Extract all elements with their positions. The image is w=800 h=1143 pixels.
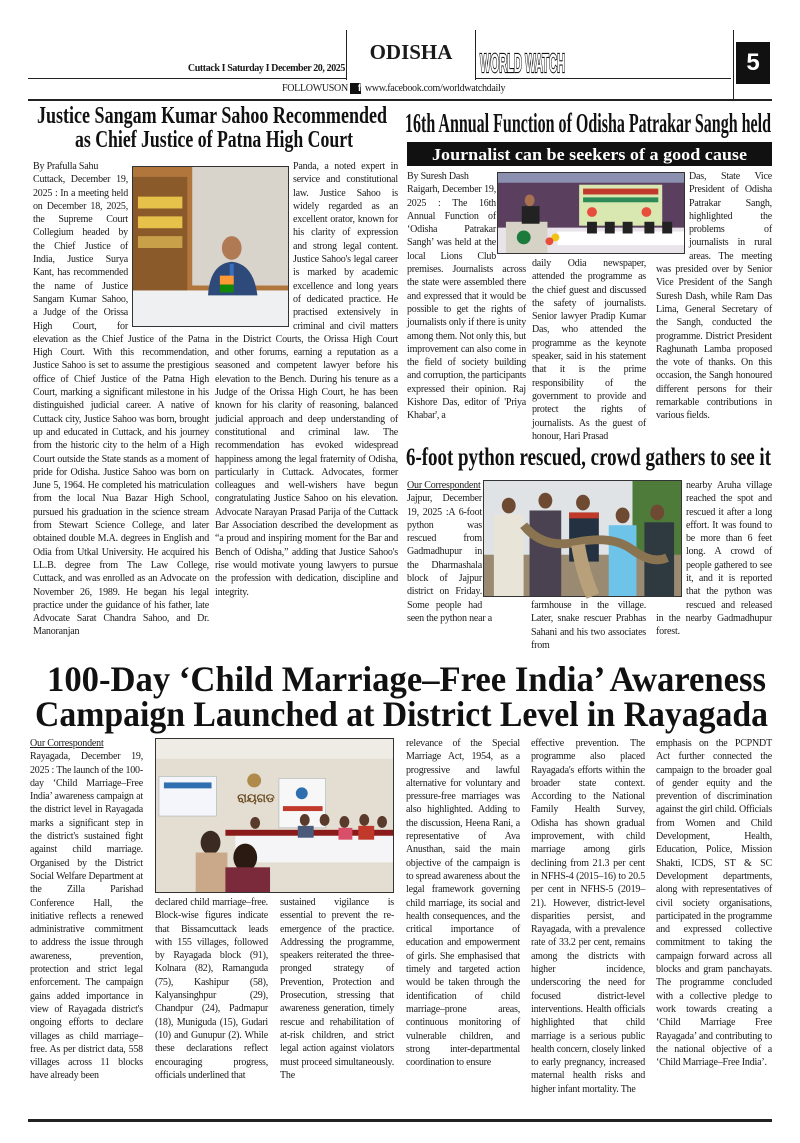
child-marriage-column-5 bbox=[531, 737, 645, 1096]
patrakar-subhead-svg bbox=[407, 142, 772, 166]
masthead-divider-left bbox=[346, 30, 347, 80]
follow-label: FOLLOWUSON bbox=[282, 83, 348, 94]
patrakar-subhead: Journalist can be seekers of a good cause bbox=[432, 145, 748, 164]
child-marriage-headline-line1: 100-Day ‘Child Marriage–Free India’ Awareness bbox=[47, 659, 766, 699]
patrakar-headline-text: 16th Annual Function of Odisha Patrakar Sangh held bbox=[405, 108, 771, 138]
justice-body-1: Cuttack, December 19, 2025 : In a meeting held on December 18, 2025, the Supreme Court Collegium headed by the Chief Justice of India, Justice Surya Kant, has recommended the name of Justice Sangam Kumar Sahoo, a Judge of the Orissa High Court, for elevation as the Chief Justice of the Patna High Court. With this recommendation, Justice Sahoo is set to assume the prestigious office of Chief Justice of the Patna High Court, marking a significant milestone in his distinguished judicial career. A native of Cuttack city, Justice Sahoo was born, brought up and educated in Cuttack, and his journey from the historic city to the helm of a High Court outside the State stands as a moment of pride for Odisha. Justice Sahoo was born on June 5, 1964. He completed his matriculation from the local Nua Bazar High School, pursued his graduation in the science stream from Stewart Science College, and later obtained double M.A. degrees in English and Odia from Utkal University. He acquired his LL.B. degree from The Law College, Cuttack, and was enrolled as an Advocate on November 26, 1989. He began his legal practice under the guidance of his father, late Advocate Sarat Chandra Sahoo, and Dr. Manoranjan bbox=[33, 174, 209, 638]
photo-spacer bbox=[496, 170, 526, 256]
justice-headline-line2: as Chief Justice of Patna High Court bbox=[75, 127, 354, 153]
photo-spacer bbox=[656, 479, 686, 599]
python-body-2: farmhouse in the village. Later, snake rescuer Prabhas Sahani and his two associates from bbox=[531, 600, 646, 651]
patrakar-subhead-bar bbox=[407, 142, 772, 166]
child-marriage-body-1: Rayagada, December 19, 2025 : The launch of the 100-day ‘Child Marriage–Free India’ awareness campaign at the district level in Rayagada marks a significant step in the district's sustained fight against child marriage. Organised by the District Social Welfare Department at the Zilla Parishad Conference Hall, the initiative reflects a renewed administrative commitment to address the issue through awareness, prevention, protection and strict legal enforcement. The campaign gains added importance in view of Rayagada district's ongoing efforts to declare villages as child marriage–free. As per district data, 558 villages across 11 blocks have already been bbox=[30, 751, 143, 1082]
patrakar-body-1: Raigarh, December 19, 2025 : The 16th Annual Function of ‘Odisha Patrakar Sangh’ was held at the local Lions Club premises. Journalists across the state were assembled there and expressed that it would be possible to get the rights of journalists only if there is unity among them. Not only this, but improvement can also come in the field of society building and corruption, the participants expressed their opinion. Raj Kishore Das, editor of 'Priya Khabar', a bbox=[407, 184, 526, 422]
child-marriage-column-2 bbox=[155, 896, 268, 1082]
justice-headline bbox=[30, 102, 395, 152]
child-marriage-column-3 bbox=[280, 896, 394, 1082]
python-body-1: Jajpur, December 19, 2025 :A 6-foot python was rescued from Gadmadhupur in the Dharmashala block of Jajpur district on Friday. Some people had seen the python near a bbox=[407, 493, 493, 624]
dateline-underline bbox=[28, 78, 346, 79]
python-column-3 bbox=[656, 479, 772, 639]
page-number: 5 bbox=[746, 49, 760, 76]
world-watch-logo bbox=[478, 44, 568, 78]
facebook-url-link[interactable]: www.facebook.com/worldwatchdaily bbox=[364, 83, 506, 94]
svg-text:ରାୟଗଡ: ରାୟଗଡ bbox=[237, 791, 275, 806]
python-body-3: nearby Aruha village reached the spot and rescued it after a long effort. It was found to be more than 6 feet long. A crowd of people gathered to see it, and it is reported that the python was rescued and released in the nearby Gadmadhupur forest. bbox=[656, 480, 772, 638]
child-marriage-body-4: relevance of the Special Marriage Act, 1954, as a progressive and lawful alternative for voluntary and pressure-free marriages was also highlighted. Adding to the discussion, Heena Rani, a representative of Ava Anusthan, said the main objective of the campaign is to spread awareness about the legal framework governing child marriage, its social and health consequences, and the critical importance of education and empowerment of girls. She emphasised that timely and targeted action would be taken through the identification of child marriage–prone areas, continuous monitoring of vulnerable children, and strong inter-departmental coordination to ensure bbox=[406, 738, 520, 1069]
photo-spacer bbox=[482, 479, 522, 599]
child-marriage-body-3: sustained vigilance is essential to prevent the re-emergence of the practice. Addressing the programme, speakers reiterated the three-pronged strategy of Prevention, Protection and Prosecution, stressing that awareness generation, timely rescue and rehabilitation of at-risk children, and strict legal action against violators must proceed simultaneously. The bbox=[280, 897, 394, 1081]
child-marriage-column-1 bbox=[30, 737, 143, 1083]
photo-spacer bbox=[128, 160, 209, 328]
child-marriage-byline: Our Correspondent bbox=[30, 738, 104, 749]
section-title: ODISHA bbox=[369, 40, 453, 64]
child-marriage-body-2: declared child marriage–free. Block-wise figures indicate that Bissamcuttack leads with 155 villages, followed by Rayagada block (91), Kolnara (82), Ramanguda (75), Kashipur (58), Kalyansinghpur (29), Chandpur (24), Padmapur (18), Muniguda (15), Gudari (10) and Gunupur (2). While these declarations reflect encouraging progress, officials underlined that bbox=[155, 897, 268, 1081]
python-byline: Our Correspondent bbox=[407, 480, 481, 491]
child-marriage-column-6 bbox=[656, 737, 772, 1069]
justice-byline: By Prafulla Sahu bbox=[33, 161, 99, 172]
justice-column-2 bbox=[215, 160, 398, 599]
patrakar-column-1 bbox=[407, 170, 526, 423]
dateline: Cuttack I Saturday I December 20, 2025 bbox=[187, 63, 345, 74]
photo-spacer bbox=[656, 170, 689, 256]
python-column-1 bbox=[407, 479, 522, 625]
patrakar-body-2: daily Odia newspaper, attended the programme as the chief guest and discussed the safety of journalists. Senior lawyer Pradip Kumar Das, who attended the programme as the keynote speaker, said in his statement that it is the prime responsibility of the government to provide and protect the rights of journalists. As the guest of honour, Hari Prasad bbox=[532, 258, 646, 442]
child-marriage-body-6: emphasis on the PCPNDT Act further connected the campaign to the broader goal of gender equity and the prevention of discrimination against the girl child. Officials from Women and Child Development, Health, Education, Police, Mission Shakti, ICDS, ST & SC Development departments, along with representatives of civil society organisations, participated in the programme and expressed collective commitment to taking the campaign forward across all blocks and gram panchayats. The programme concluded with a collective pledge to work towards creating a ‘Child Marriage Free Rayagada’ and contributing to the national objective of a ‘Child Marriage–Free India’. bbox=[656, 738, 772, 1069]
patrakar-body-3: Das, State Vice President of Odisha Patrakar Sangh, highlighted the problems of journalists in rural areas. The meeting was presided over by Senior Vice President of the Sangh Suresh Dash, while Ram Das Lima, General Secretary of the Sangh, conducted the programme. District President Raghunath Lamba proposed the vote of thanks. On this occasion, the Sangh honoured different persons for their remarkable contributions in various fields. bbox=[656, 171, 772, 422]
python-column-2 bbox=[531, 599, 646, 652]
child-marriage-headline-line2: Campaign Launched at District Level in Rayagada bbox=[35, 694, 768, 734]
facebook-icon[interactable]: f bbox=[350, 83, 361, 94]
python-headline-text: 6-foot python rescued, crowd gathers to see it bbox=[406, 444, 772, 471]
python-headline bbox=[405, 440, 773, 470]
child-marriage-photo bbox=[155, 738, 394, 893]
child-marriage-column-4 bbox=[406, 737, 520, 1069]
justice-body-2: Panda, a noted expert in service and constitutional law. Justice Sahoo is widely regarded as an excellent orator, known for his clarity of expression and strong legal content. Justice Sahoo's legal career is marked by academic excellence and long years of dedicated practice. He practised extensively in criminal and civil matters in the District Courts, the Orissa High Court and other forums, earning a reputation as a seasoned and competent lawyer before his elevation to the Bench. During his tenure as a Judge of the Orissa High Court, he has been known for his clarity of reasoning, balanced judicial approach and deep understanding of constitutional and criminal law. The recommendation has evoked widespread happiness among the legal fraternity of Odisha, particularly in Cuttack. Advocates, former colleagues and well-wishers have begun congratulating Justice Sahoo on his elevation. Advocate Narayan Prasad Parija of the Cuttack Bar Association described the development as “a proud and inspiring moment for the Bar and Bench of Odisha,” adding that Justice Sahoo's rise would motivate young lawyers to pursue the profession with dedication, discipline and integrity. bbox=[215, 161, 398, 598]
photo-spacer bbox=[215, 160, 293, 330]
logo-text: WORLD WATCH bbox=[480, 48, 565, 78]
child-marriage-headline bbox=[30, 658, 772, 734]
masthead-bottom-rule bbox=[28, 99, 772, 101]
masthead-divider-page bbox=[733, 30, 734, 100]
follow-bar bbox=[282, 82, 505, 95]
justice-headline-line1: Justice Sangam Kumar Sahoo Recommended bbox=[37, 103, 388, 129]
child-marriage-body-5: effective prevention. The programme also placed Rayagada's efforts within the broader state context. According to the National Family Health Survey, Odisha has shown gradual improvement, with child marriage among girls declining from 21.3 per cent in NFHS-4 (2015–16) to 20.5 per cent in NFHS-5 (2019–21). However, district-level disparities persist, and Rayagada, with a prevalence rate of 33.2 per cent, remains among the districts with higher incidence, underscoring the need for focused district-level interventions. Health officials highlighted that child marriage is a serious public health concern, closely linked to early pregnancy, increased maternal health risks and higher infant mortality. The bbox=[531, 738, 645, 1095]
logo-underline bbox=[475, 78, 731, 79]
page-bottom-rule bbox=[28, 1119, 772, 1122]
patrakar-column-2 bbox=[532, 257, 646, 443]
page-number-box bbox=[736, 42, 770, 84]
masthead-divider-right bbox=[475, 30, 476, 80]
patrakar-column-3 bbox=[656, 170, 772, 423]
justice-column-1 bbox=[33, 160, 209, 639]
patrakar-byline: By Suresh Dash bbox=[407, 171, 469, 182]
patrakar-headline bbox=[404, 105, 774, 137]
